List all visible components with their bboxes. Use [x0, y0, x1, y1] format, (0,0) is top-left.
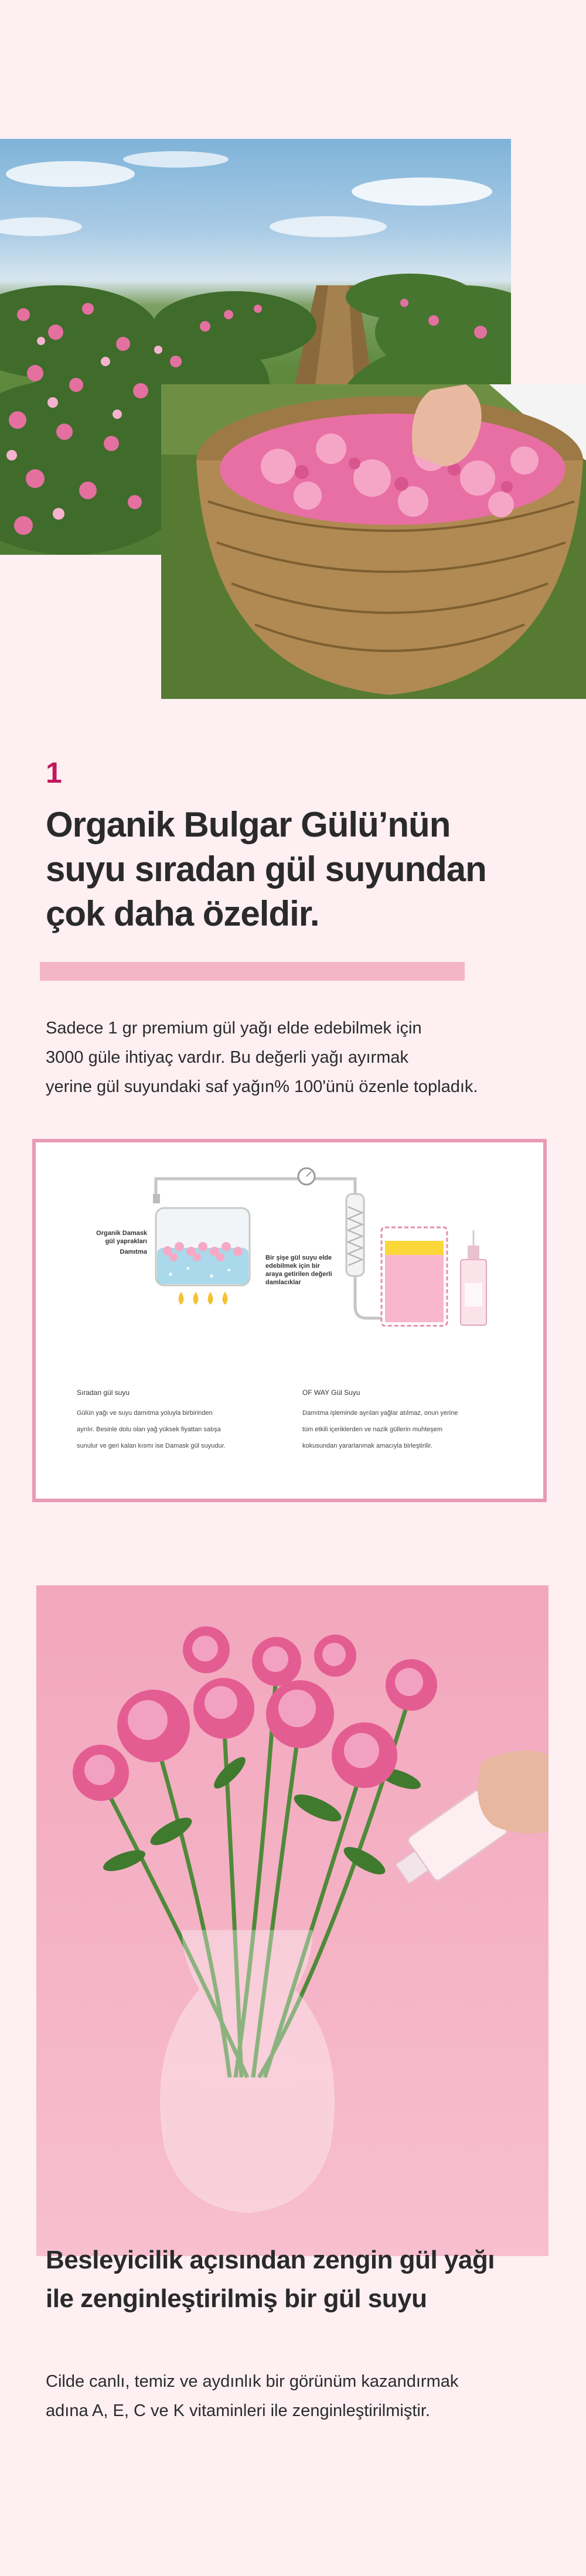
section-headline — [46, 803, 503, 936]
standard-rose-water-text: Gülün yağı ve suyu damıtma yoluyla birbirinden ayrılır. Besinle dolu olan yağ yüksek fiyattan satışa sunulur ve geri kalan kısmı ise Damask gül suyudur. — [77, 1410, 226, 1449]
rose-basket-photo — [161, 384, 586, 699]
section-headline-2 — [46, 2241, 573, 2318]
rose-vase-photo — [36, 1585, 548, 2256]
section-number: 1 — [46, 756, 62, 789]
paragraph-line: yerine gül suyundaki saf yağın% 100'ünü özenle topladık. — [46, 1077, 478, 1096]
headline-line: ile zenginleştirilmiş bir gül suyu — [46, 2284, 427, 2313]
heat-flames — [179, 1292, 228, 1305]
distillation-label: Damıtma — [120, 1248, 147, 1255]
standard-rose-water-title: Sıradan gül suyu — [77, 1388, 130, 1397]
condenser — [346, 1194, 364, 1276]
distillation-diagram — [32, 1139, 547, 1502]
paragraph-line: Sadece 1 gr premium gül yağı elde edebilmek için — [46, 1019, 422, 1038]
paragraph-line: 3000 güle ihtiyaç vardır. Bu değerli yağı ayırmak — [46, 1048, 408, 1067]
ofway-rose-water-text: Damıtma işleminde ayrılan yağlar atılmaz, onun yerine tüm etkili içeriklerden ve nazik güllerin muhteşem kokusundan yararlanmak amacıyla birleştirilir. — [302, 1410, 458, 1449]
paragraph-line: adına A, E, C ve K vitaminleri ile zenginleştirilmiştir. — [46, 2401, 430, 2420]
section-2-paragraph — [46, 2367, 561, 2425]
headline-line: çok daha özeldir. — [46, 894, 319, 933]
headline-line: Besleyicilik açısından zengin gül yağı — [46, 2246, 495, 2274]
headline-line: Organik Bulgar Gülü’nün — [46, 805, 451, 844]
intro-paragraph — [46, 1014, 561, 1101]
droplets-label: Bir şişe gül suyu elde edebilmek için bir araya getirilen değerli damlacıklar — [265, 1254, 332, 1286]
paragraph-line: Cilde canlı, temiz ve aydınlık bir görünüm kazandırmak — [46, 2372, 459, 2391]
petals-label: Organik Damask gül yaprakları — [96, 1230, 147, 1245]
accent-bar — [40, 962, 465, 981]
ofway-rose-water-title: OF WAY Gül Suyu — [302, 1388, 360, 1397]
headline-line: suyu sıradan gül suyundan — [46, 849, 486, 889]
